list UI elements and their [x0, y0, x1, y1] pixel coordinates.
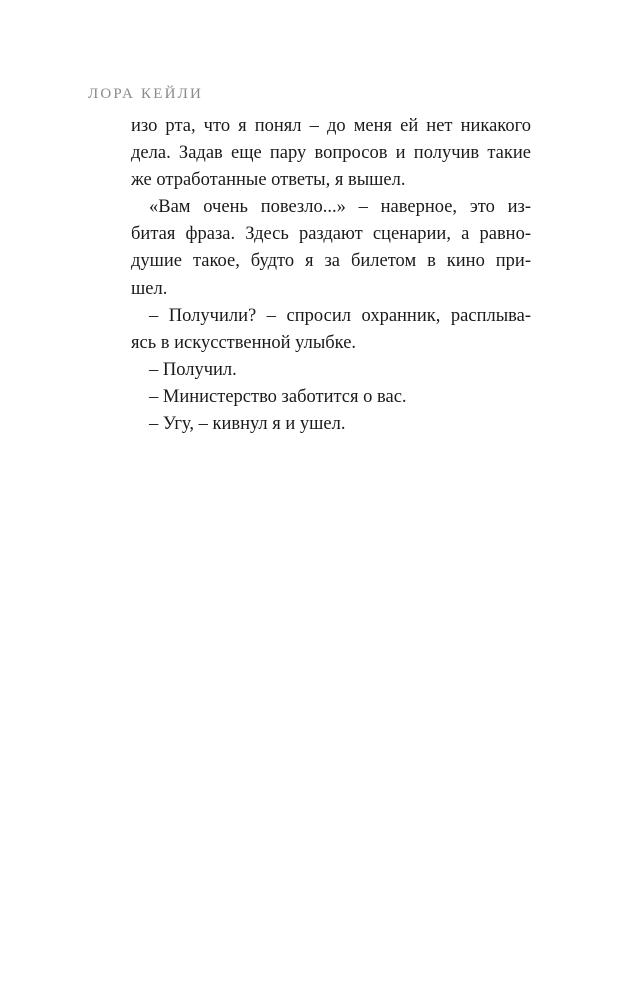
text-line: шел.: [131, 278, 168, 299]
text-line: – Министерство заботится о вас.: [149, 386, 407, 407]
text-line: изо рта, что я понял – до меня ей нет никакого: [131, 116, 531, 136]
text-line: душие такое, будто я за билетом в кино при-: [131, 251, 531, 272]
text-line: дела. Задав еще пару вопросов и получив такие: [131, 143, 531, 164]
text-line: же отработанные ответы, я вышел.: [131, 170, 406, 191]
text-line: «Вам очень повезло...» – наверное, это из-: [149, 197, 531, 218]
text-line: – Угу, – кивнул я и ушел.: [149, 414, 346, 435]
text-line: – Получили? – спросил охранник, расплыва-: [149, 305, 531, 326]
text-line: битая фраза. Здесь раздают сценарии, а равно-: [131, 224, 531, 245]
text-line: ясь в искусственной улыбке.: [131, 332, 357, 353]
running-head-author: ЛОРА КЕЙЛИ: [88, 86, 204, 102]
body-text: [131, 113, 531, 438]
text-line: – Получил.: [149, 359, 237, 380]
